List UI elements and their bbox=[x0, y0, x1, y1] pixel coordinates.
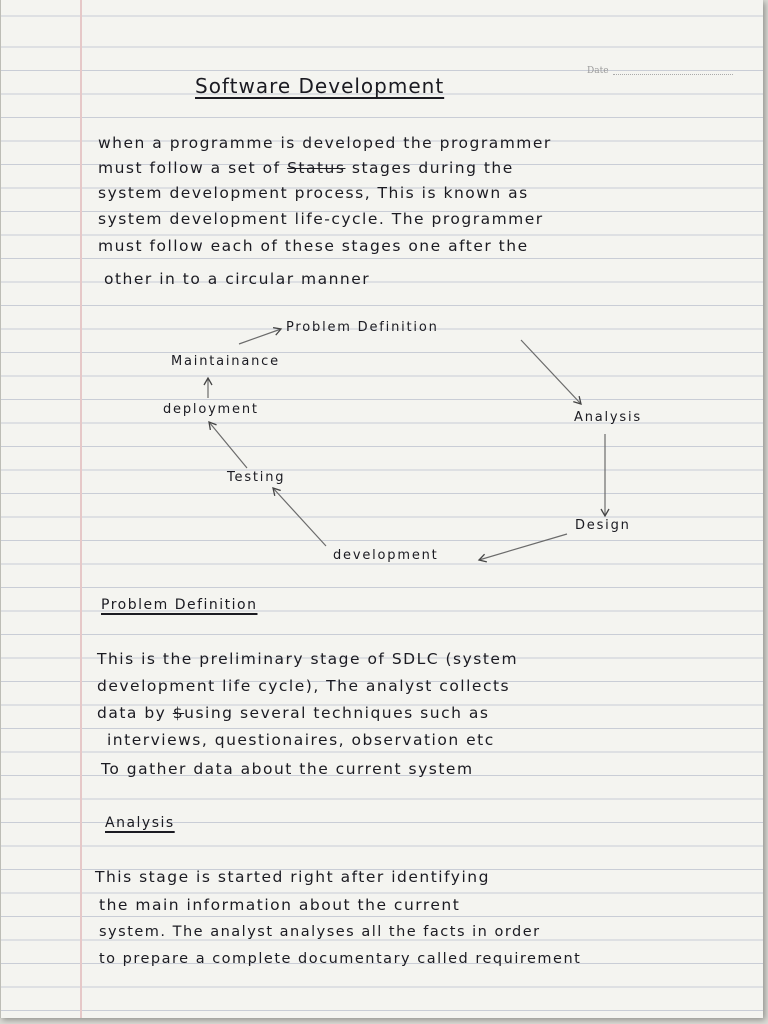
problem-line-4: interviews, questionaires, observation etc bbox=[107, 731, 495, 749]
date-label: Date bbox=[587, 66, 609, 76]
page-title: Software Development bbox=[195, 74, 445, 98]
arrow-design-to-development bbox=[479, 534, 567, 560]
problem-line-1: This is the preliminary stage of SDLC (system bbox=[97, 650, 519, 668]
analysis-line-3: system. The analyst analyses all the facts in order bbox=[99, 924, 541, 940]
struck-symbol: $ bbox=[172, 704, 185, 722]
intro-line-4: system development life-cycle. The programmer bbox=[98, 210, 544, 228]
intro-line-2-start: must follow a set of bbox=[98, 159, 288, 177]
problem-line-2: development life cycle), The analyst collects bbox=[97, 677, 511, 695]
problem-line-3 bbox=[97, 704, 489, 722]
problem-line-3-start: data by bbox=[97, 704, 173, 722]
intro-line-3: system development process, This is known as bbox=[98, 184, 529, 202]
intro-line-2-end: stages during the bbox=[345, 159, 514, 177]
analysis-line-2: the main information about the current bbox=[99, 896, 461, 914]
heading-analysis: Analysis bbox=[105, 815, 175, 831]
intro-line-5: must follow each of these stages one after the bbox=[98, 237, 529, 255]
node-development: development bbox=[333, 548, 439, 563]
node-deployment: deployment bbox=[163, 402, 259, 417]
node-analysis: Analysis bbox=[574, 410, 642, 425]
analysis-line-4: to prepare a complete documentary called requirement bbox=[99, 951, 582, 967]
arrow-problem-to-analysis bbox=[521, 340, 581, 404]
heading-problem-definition: Problem Definition bbox=[101, 597, 258, 613]
node-problem-definition: Problem Definition bbox=[286, 320, 439, 335]
node-testing: Testing bbox=[227, 470, 286, 485]
arrow-maintainance-to-problem bbox=[239, 329, 281, 344]
node-maintainance: Maintainance bbox=[171, 354, 280, 369]
analysis-line-1: This stage is started right after identifying bbox=[95, 868, 490, 886]
arrow-development-to-testing bbox=[273, 488, 326, 546]
arrow-testing-to-deployment bbox=[209, 422, 247, 468]
problem-line-5: To gather data about the current system bbox=[101, 760, 474, 778]
intro-line-6: other in to a circular manner bbox=[104, 270, 371, 288]
node-design: Design bbox=[575, 518, 631, 533]
problem-line-3-end: using several techniques such as bbox=[184, 704, 490, 722]
diagram-arrows bbox=[1, 0, 763, 1018]
struck-word: Status bbox=[287, 159, 346, 177]
intro-line-1: when a programme is developed the programmer bbox=[98, 134, 552, 152]
